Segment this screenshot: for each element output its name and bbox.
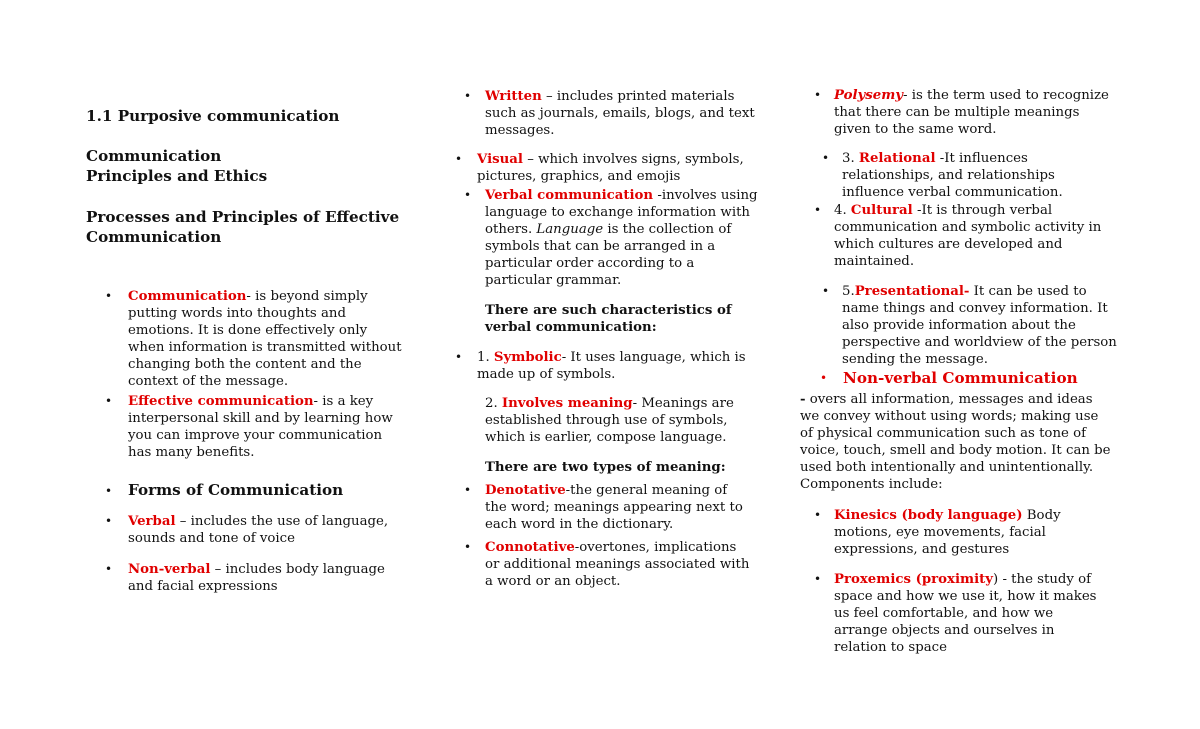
definition-connotative: -overtones, implications or additional meanings associated with a word or an object. bbox=[485, 540, 750, 589]
term-visual: Visual bbox=[477, 152, 523, 167]
term-presentational: Presentational- bbox=[854, 284, 970, 299]
bullet-icon: • bbox=[105, 484, 113, 498]
heading-characteristics: There are such characteristics of verbal communication: bbox=[485, 303, 732, 335]
term-effective-communication: Effective communication bbox=[128, 394, 314, 409]
heading-communication: Communication bbox=[86, 147, 222, 165]
term-relational: Relational bbox=[858, 151, 936, 166]
heading-processes-line1: Processes and Principles of Effective bbox=[86, 208, 400, 226]
list-item-cultural bbox=[834, 202, 1109, 270]
list-item-polysemy bbox=[834, 87, 1114, 138]
definition-visual: – which involves signs, symbols, pictures, graphics, and emojis bbox=[477, 152, 744, 184]
text-nonverbal: overs all information, messages and ideas we convey without using words; making use of physical communication such as tone of voice, touch, smell and body motion. It can be used both intentionally and unintentionally. Components include: bbox=[800, 392, 1111, 492]
term-nonverbal: Non-verbal bbox=[128, 562, 211, 577]
bullet-icon: • bbox=[814, 508, 822, 522]
definition-written: – includes printed materials such as journals, emails, blogs, and text messages. bbox=[485, 89, 755, 138]
term-verbal-communication: Verbal communication bbox=[485, 188, 654, 203]
list-item-verbal-communication bbox=[485, 187, 760, 289]
definition-denotative: -the general meaning of the word; meanings appearing next to each word in the dictionary. bbox=[485, 483, 743, 532]
bullet-icon: • bbox=[820, 371, 828, 385]
term-kinesics: Kinesics (body language) bbox=[834, 508, 1023, 523]
definition-effective-communication: - is a key interpersonal skill and by learning how you can improve your communication has many benefits. bbox=[128, 394, 393, 460]
section-title: 1.1 Purposive communication bbox=[86, 107, 340, 125]
paragraph-nonverbal bbox=[800, 391, 1112, 493]
list-item-denotative bbox=[485, 482, 750, 533]
term-connotative: Connotative bbox=[485, 540, 575, 555]
list-item-presentational bbox=[842, 283, 1117, 368]
definition-presentational: It can be used to name things and convey information. It also provide information about the perspective and worldview of the person sending the message. bbox=[842, 284, 1117, 367]
heading-processes-line2: Communication bbox=[86, 228, 222, 246]
bullet-icon: • bbox=[464, 188, 472, 202]
bullet-icon: • bbox=[464, 540, 472, 554]
bullet-icon: • bbox=[105, 514, 113, 528]
term-verbal: Verbal bbox=[128, 514, 176, 529]
definition-verbal-communication-part2: is the collection of symbols that can be arranged in a particular order according to a particular grammar. bbox=[485, 222, 732, 288]
term-written: Written bbox=[485, 89, 542, 104]
term-communication: Communication bbox=[128, 289, 247, 304]
bullet-icon: • bbox=[814, 88, 822, 102]
term-language: Language bbox=[536, 222, 604, 237]
definition-cultural: -It is through verbal communication and symbolic activity in which cultures are developed and maintained. bbox=[834, 203, 1102, 269]
list-item-nonverbal bbox=[128, 561, 403, 595]
list-item-written bbox=[485, 88, 760, 139]
term-proxemics: Proxemics (proximity bbox=[834, 572, 994, 587]
bullet-icon: • bbox=[105, 562, 113, 576]
definition-verbal: – includes the use of language, sounds and tone of voice bbox=[128, 514, 389, 546]
definition-communication: - is beyond simply putting words into thoughts and emotions. It is done effectively only when information is transmitted without changing both the content and the context of the message. bbox=[128, 289, 402, 389]
list-item-involves-meaning bbox=[485, 395, 760, 446]
bullet-icon: • bbox=[455, 350, 463, 364]
bullet-icon: • bbox=[464, 89, 472, 103]
list-item-kinesics bbox=[834, 507, 1109, 558]
bullet-icon: • bbox=[464, 483, 472, 497]
bullet-icon: • bbox=[105, 289, 113, 303]
definition-kinesics: Body motions, eye movements, facial expressions, and gestures bbox=[834, 508, 1061, 557]
term-involves-meaning: Involves meaning bbox=[501, 396, 633, 411]
list-item-communication bbox=[128, 288, 403, 390]
heading-forms-of-communication: Forms of Communication bbox=[128, 481, 344, 499]
number-4: 4. bbox=[834, 203, 851, 218]
number-3: 3. bbox=[842, 151, 859, 166]
definition-involves-meaning: - Meanings are established through use of symbols, which is earlier, compose language. bbox=[485, 396, 734, 445]
list-item-relational bbox=[842, 150, 1112, 201]
bullet-icon: • bbox=[814, 572, 822, 586]
heading-nonverbal-communication: Non-verbal Communication bbox=[843, 369, 1078, 387]
definition-proxemics: ) - the study of space and how we use it, how it makes us feel comfortable, and how we arrange objects and ourselves in relation to space bbox=[834, 572, 1097, 655]
definition-relational: -It influences relationships, and relationships influence verbal communication. bbox=[842, 151, 1063, 200]
list-item-connotative bbox=[485, 539, 750, 590]
bullet-icon: • bbox=[822, 151, 830, 165]
list-item-symbolic bbox=[477, 349, 757, 383]
bullet-icon: • bbox=[455, 152, 463, 166]
term-polysemy: Polysemy bbox=[834, 88, 904, 103]
term-symbolic: Symbolic bbox=[493, 350, 562, 365]
number-5: 5. bbox=[842, 284, 855, 299]
bullet-icon: • bbox=[105, 394, 113, 408]
term-denotative: Denotative bbox=[485, 483, 566, 498]
heading-principles-ethics: Principles and Ethics bbox=[86, 167, 268, 185]
term-cultural: Cultural bbox=[850, 203, 913, 218]
list-item-visual bbox=[477, 151, 762, 185]
list-item-effective-communication bbox=[128, 393, 408, 461]
bullet-icon: • bbox=[814, 203, 822, 217]
definition-symbolic: - It uses language, which is made up of symbols. bbox=[477, 350, 746, 382]
list-item-proxemics bbox=[834, 571, 1109, 656]
definition-nonverbal: – includes body language and facial expressions bbox=[128, 562, 385, 594]
number-1: 1. bbox=[477, 350, 494, 365]
definition-verbal-communication-part1: -involves using language to exchange information with others. bbox=[485, 188, 758, 237]
heading-types-of-meaning: There are two types of meaning: bbox=[485, 460, 726, 475]
dash: - bbox=[800, 392, 806, 407]
bullet-icon: • bbox=[822, 284, 830, 298]
definition-polysemy: - is the term used to recognize that there can be multiple meanings given to the same word. bbox=[834, 88, 1109, 137]
number-2: 2. bbox=[485, 396, 502, 411]
list-item-verbal bbox=[128, 513, 398, 547]
